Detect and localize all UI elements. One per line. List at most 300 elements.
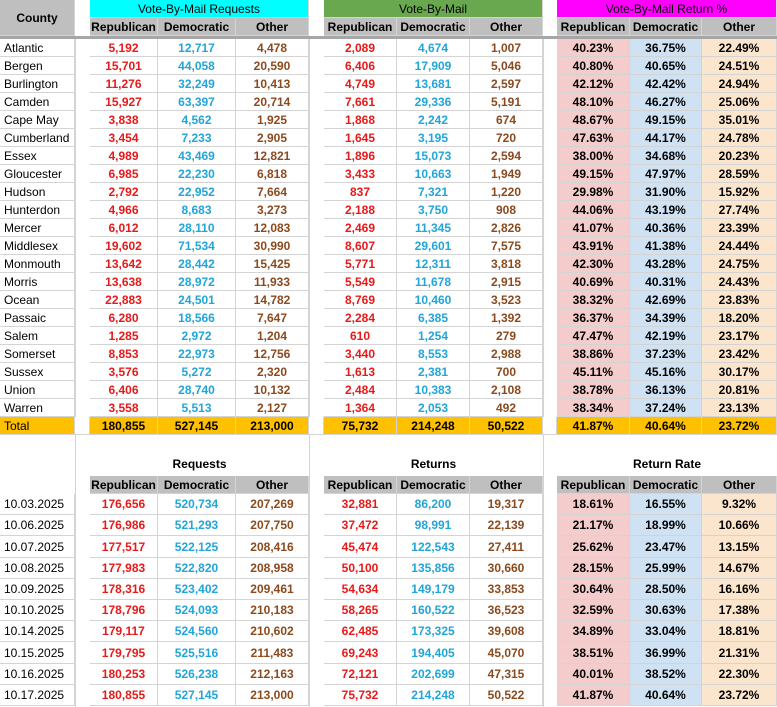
county-name[interactable]: Union	[0, 381, 75, 399]
data-cell[interactable]: 178,796	[90, 600, 158, 621]
data-cell[interactable]: 3,750	[397, 201, 470, 219]
data-cell[interactable]: 523,402	[158, 579, 236, 600]
county-header[interactable]: County	[0, 0, 75, 36]
data-cell[interactable]: 527,145	[158, 685, 236, 706]
data-cell[interactable]: 1,364	[324, 399, 397, 417]
data-cell[interactable]: 12,756	[236, 345, 309, 363]
date-label[interactable]: 10.10.2025	[0, 600, 75, 621]
data-cell[interactable]: 28.59%	[702, 165, 777, 183]
data-cell[interactable]: 12,083	[236, 219, 309, 237]
data-cell[interactable]: 20.23%	[702, 147, 777, 165]
data-cell[interactable]: 524,560	[158, 621, 236, 642]
data-cell[interactable]: 15,425	[236, 255, 309, 273]
data-cell[interactable]: 212,163	[236, 664, 309, 685]
data-cell[interactable]: 24.43%	[702, 273, 777, 291]
group-title[interactable]: Vote-By-Mail Requests	[90, 0, 309, 18]
data-cell[interactable]: 179,117	[90, 621, 158, 642]
data-cell[interactable]: 37,472	[324, 515, 397, 536]
data-cell[interactable]: 10,132	[236, 381, 309, 399]
data-cell[interactable]: 8,553	[397, 345, 470, 363]
data-cell[interactable]: 1,613	[324, 363, 397, 381]
county-name[interactable]: Morris	[0, 273, 75, 291]
data-cell[interactable]: 20.81%	[702, 381, 777, 399]
data-cell[interactable]: 27,411	[470, 536, 543, 558]
data-cell[interactable]: 43.28%	[630, 255, 702, 273]
data-cell[interactable]: 7,647	[236, 309, 309, 327]
data-cell[interactable]: 4,478	[236, 39, 309, 57]
data-cell[interactable]: 177,517	[90, 536, 158, 558]
total-cell[interactable]: 180,855	[90, 417, 158, 435]
data-cell[interactable]: 37.24%	[630, 399, 702, 417]
date-label[interactable]: 10.16.2025	[0, 664, 75, 685]
data-cell[interactable]: 40.23%	[557, 39, 630, 57]
data-cell[interactable]: 6,406	[324, 57, 397, 75]
data-cell[interactable]: 18.99%	[630, 515, 702, 536]
data-cell[interactable]: 10.66%	[702, 515, 777, 536]
data-cell[interactable]: 180,855	[90, 685, 158, 706]
data-cell[interactable]: 209,461	[236, 579, 309, 600]
data-cell[interactable]: 2,284	[324, 309, 397, 327]
data-cell[interactable]: 10,413	[236, 75, 309, 93]
data-cell[interactable]: 15,927	[90, 93, 158, 111]
data-cell[interactable]: 32.59%	[557, 600, 630, 621]
data-cell[interactable]: 4,674	[397, 39, 470, 57]
county-name[interactable]: Hudson	[0, 183, 75, 201]
data-cell[interactable]: 1,254	[397, 327, 470, 345]
column-header[interactable]: Republican	[90, 476, 158, 494]
data-cell[interactable]: 41.07%	[557, 219, 630, 237]
data-cell[interactable]: 2,597	[470, 75, 543, 93]
data-cell[interactable]: 14,782	[236, 291, 309, 309]
data-cell[interactable]: 5,771	[324, 255, 397, 273]
data-cell[interactable]: 20,714	[236, 93, 309, 111]
date-label[interactable]: 10.07.2025	[0, 536, 75, 558]
data-cell[interactable]: 75,732	[324, 685, 397, 706]
column-header[interactable]: Democratic	[630, 476, 702, 494]
data-cell[interactable]: 45,070	[470, 642, 543, 664]
data-cell[interactable]: 28.50%	[630, 579, 702, 600]
data-cell[interactable]: 2,972	[158, 327, 236, 345]
data-cell[interactable]: 54,634	[324, 579, 397, 600]
data-cell[interactable]: 30,990	[236, 237, 309, 255]
data-cell[interactable]: 208,416	[236, 536, 309, 558]
data-cell[interactable]: 30,660	[470, 558, 543, 579]
data-cell[interactable]: 4,966	[90, 201, 158, 219]
data-cell[interactable]: 176,656	[90, 494, 158, 515]
data-cell[interactable]: 40.01%	[557, 664, 630, 685]
total-cell[interactable]: 527,145	[158, 417, 236, 435]
data-cell[interactable]: 47.63%	[557, 129, 630, 147]
data-cell[interactable]: 6,406	[90, 381, 158, 399]
data-cell[interactable]: 3,433	[324, 165, 397, 183]
data-cell[interactable]: 521,293	[158, 515, 236, 536]
data-cell[interactable]: 28,442	[158, 255, 236, 273]
data-cell[interactable]: 36,523	[470, 600, 543, 621]
data-cell[interactable]: 3,818	[470, 255, 543, 273]
data-cell[interactable]: 7,575	[470, 237, 543, 255]
data-cell[interactable]: 13.15%	[702, 536, 777, 558]
data-cell[interactable]: 2,188	[324, 201, 397, 219]
data-cell[interactable]: 19,602	[90, 237, 158, 255]
county-name[interactable]: Passaic	[0, 309, 75, 327]
county-name[interactable]: Mercer	[0, 219, 75, 237]
group-title[interactable]: Vote-By-Mail	[324, 0, 543, 18]
total-cell[interactable]: 214,248	[397, 417, 470, 435]
data-cell[interactable]: 5,191	[470, 93, 543, 111]
data-cell[interactable]: 18.81%	[702, 621, 777, 642]
data-cell[interactable]: 40.80%	[557, 57, 630, 75]
group-title[interactable]: Vote-By-Mail Return %	[557, 0, 777, 18]
data-cell[interactable]: 3,838	[90, 111, 158, 129]
data-cell[interactable]: 610	[324, 327, 397, 345]
data-cell[interactable]: 24,501	[158, 291, 236, 309]
data-cell[interactable]: 524,093	[158, 600, 236, 621]
data-cell[interactable]: 17.38%	[702, 600, 777, 621]
data-cell[interactable]: 22.30%	[702, 664, 777, 685]
data-cell[interactable]: 69,243	[324, 642, 397, 664]
data-cell[interactable]: 160,522	[397, 600, 470, 621]
date-label[interactable]: 10.14.2025	[0, 621, 75, 642]
data-cell[interactable]: 6,012	[90, 219, 158, 237]
county-name[interactable]: Atlantic	[0, 39, 75, 57]
data-cell[interactable]: 40.36%	[630, 219, 702, 237]
date-label[interactable]: 10.15.2025	[0, 642, 75, 664]
data-cell[interactable]: 720	[470, 129, 543, 147]
date-label[interactable]: 10.08.2025	[0, 558, 75, 579]
data-cell[interactable]: 18,566	[158, 309, 236, 327]
data-cell[interactable]: 40.69%	[557, 273, 630, 291]
data-cell[interactable]: 23.47%	[630, 536, 702, 558]
data-cell[interactable]: 23.17%	[702, 327, 777, 345]
data-cell[interactable]: 32,249	[158, 75, 236, 93]
data-cell[interactable]: 1,949	[470, 165, 543, 183]
data-cell[interactable]: 22,952	[158, 183, 236, 201]
column-header[interactable]: Democratic	[630, 18, 702, 36]
data-cell[interactable]: 27.74%	[702, 201, 777, 219]
column-header[interactable]: Democratic	[397, 476, 470, 494]
data-cell[interactable]: 15,073	[397, 147, 470, 165]
column-header[interactable]: Democratic	[158, 476, 236, 494]
data-cell[interactable]: 23.83%	[702, 291, 777, 309]
county-name[interactable]: Cumberland	[0, 129, 75, 147]
data-cell[interactable]: 38.34%	[557, 399, 630, 417]
data-cell[interactable]: 194,405	[397, 642, 470, 664]
data-cell[interactable]: 202,699	[397, 664, 470, 685]
data-cell[interactable]: 207,750	[236, 515, 309, 536]
data-cell[interactable]: 33,853	[470, 579, 543, 600]
data-cell[interactable]: 6,385	[397, 309, 470, 327]
data-cell[interactable]: 149,179	[397, 579, 470, 600]
data-cell[interactable]: 15.92%	[702, 183, 777, 201]
data-cell[interactable]: 38.32%	[557, 291, 630, 309]
data-cell[interactable]: 20,590	[236, 57, 309, 75]
data-cell[interactable]: 2,905	[236, 129, 309, 147]
column-header[interactable]: Republican	[324, 476, 397, 494]
data-cell[interactable]: 30.17%	[702, 363, 777, 381]
total-cell[interactable]: 23.72%	[702, 417, 777, 435]
data-cell[interactable]: 700	[470, 363, 543, 381]
data-cell[interactable]: 32,881	[324, 494, 397, 515]
data-cell[interactable]: 48.67%	[557, 111, 630, 129]
data-cell[interactable]: 45.11%	[557, 363, 630, 381]
data-cell[interactable]: 16.16%	[702, 579, 777, 600]
data-cell[interactable]: 525,516	[158, 642, 236, 664]
data-cell[interactable]: 2,826	[470, 219, 543, 237]
data-cell[interactable]: 29.98%	[557, 183, 630, 201]
data-cell[interactable]: 36.99%	[630, 642, 702, 664]
data-cell[interactable]: 50,522	[470, 685, 543, 706]
data-cell[interactable]: 41.38%	[630, 237, 702, 255]
data-cell[interactable]: 24.94%	[702, 75, 777, 93]
data-cell[interactable]: 18.20%	[702, 309, 777, 327]
data-cell[interactable]: 28,740	[158, 381, 236, 399]
data-cell[interactable]: 7,664	[236, 183, 309, 201]
data-cell[interactable]: 28,972	[158, 273, 236, 291]
data-cell[interactable]: 2,320	[236, 363, 309, 381]
data-cell[interactable]: 2,053	[397, 399, 470, 417]
data-cell[interactable]: 210,602	[236, 621, 309, 642]
data-cell[interactable]: 1,925	[236, 111, 309, 129]
data-cell[interactable]: 23.39%	[702, 219, 777, 237]
data-cell[interactable]: 135,856	[397, 558, 470, 579]
data-cell[interactable]: 177,983	[90, 558, 158, 579]
data-cell[interactable]: 35.01%	[702, 111, 777, 129]
data-cell[interactable]: 2,108	[470, 381, 543, 399]
data-cell[interactable]: 72,121	[324, 664, 397, 685]
data-cell[interactable]: 24.44%	[702, 237, 777, 255]
column-header[interactable]: Republican	[557, 18, 630, 36]
data-cell[interactable]: 13,642	[90, 255, 158, 273]
data-cell[interactable]: 43.19%	[630, 201, 702, 219]
data-cell[interactable]: 25.06%	[702, 93, 777, 111]
column-header[interactable]: Other	[702, 476, 777, 494]
data-cell[interactable]: 46.27%	[630, 93, 702, 111]
data-cell[interactable]: 24.75%	[702, 255, 777, 273]
data-cell[interactable]: 43,469	[158, 147, 236, 165]
data-cell[interactable]: 25.99%	[630, 558, 702, 579]
data-cell[interactable]: 50,100	[324, 558, 397, 579]
total-cell[interactable]: 75,732	[324, 417, 397, 435]
data-cell[interactable]: 2,242	[397, 111, 470, 129]
data-cell[interactable]: 492	[470, 399, 543, 417]
data-cell[interactable]: 6,818	[236, 165, 309, 183]
data-cell[interactable]: 18.61%	[557, 494, 630, 515]
county-name[interactable]: Ocean	[0, 291, 75, 309]
data-cell[interactable]: 44.17%	[630, 129, 702, 147]
county-name[interactable]: Gloucester	[0, 165, 75, 183]
column-header[interactable]: Republican	[557, 476, 630, 494]
data-cell[interactable]: 39,608	[470, 621, 543, 642]
data-cell[interactable]: 520,734	[158, 494, 236, 515]
data-cell[interactable]: 42.69%	[630, 291, 702, 309]
data-cell[interactable]: 8,607	[324, 237, 397, 255]
data-cell[interactable]: 178,316	[90, 579, 158, 600]
data-cell[interactable]: 38.00%	[557, 147, 630, 165]
county-name[interactable]: Warren	[0, 399, 75, 417]
data-cell[interactable]: 122,543	[397, 536, 470, 558]
data-cell[interactable]: 30.64%	[557, 579, 630, 600]
data-cell[interactable]: 29,601	[397, 237, 470, 255]
data-cell[interactable]: 2,381	[397, 363, 470, 381]
column-header[interactable]: Democratic	[158, 18, 236, 36]
data-cell[interactable]: 86,200	[397, 494, 470, 515]
county-name[interactable]: Burlington	[0, 75, 75, 93]
data-cell[interactable]: 23.13%	[702, 399, 777, 417]
data-cell[interactable]: 7,661	[324, 93, 397, 111]
data-cell[interactable]: 12,821	[236, 147, 309, 165]
data-cell[interactable]: 58,265	[324, 600, 397, 621]
data-cell[interactable]: 526,238	[158, 664, 236, 685]
county-name[interactable]: Sussex	[0, 363, 75, 381]
data-cell[interactable]: 48.10%	[557, 93, 630, 111]
data-cell[interactable]: 44,058	[158, 57, 236, 75]
data-cell[interactable]: 12,717	[158, 39, 236, 57]
data-cell[interactable]: 213,000	[236, 685, 309, 706]
data-cell[interactable]: 210,183	[236, 600, 309, 621]
data-cell[interactable]: 45.16%	[630, 363, 702, 381]
data-cell[interactable]: 71,534	[158, 237, 236, 255]
data-cell[interactable]: 14.67%	[702, 558, 777, 579]
county-name[interactable]: Middlesex	[0, 237, 75, 255]
data-cell[interactable]: 180,253	[90, 664, 158, 685]
data-cell[interactable]: 22,973	[158, 345, 236, 363]
data-cell[interactable]: 23.72%	[702, 685, 777, 706]
data-cell[interactable]: 674	[470, 111, 543, 129]
data-cell[interactable]: 36.37%	[557, 309, 630, 327]
date-label[interactable]: 10.17.2025	[0, 685, 75, 706]
data-cell[interactable]: 173,325	[397, 621, 470, 642]
data-cell[interactable]: 36.75%	[630, 39, 702, 57]
data-cell[interactable]: 522,125	[158, 536, 236, 558]
data-cell[interactable]: 22,230	[158, 165, 236, 183]
data-cell[interactable]: 43.91%	[557, 237, 630, 255]
column-header[interactable]: Republican	[324, 18, 397, 36]
data-cell[interactable]: 22,883	[90, 291, 158, 309]
county-name[interactable]: Salem	[0, 327, 75, 345]
total-cell[interactable]: 41.87%	[557, 417, 630, 435]
total-cell[interactable]: 213,000	[236, 417, 309, 435]
data-cell[interactable]: 36.13%	[630, 381, 702, 399]
data-cell[interactable]: 3,523	[470, 291, 543, 309]
data-cell[interactable]: 42.19%	[630, 327, 702, 345]
data-cell[interactable]: 37.23%	[630, 345, 702, 363]
data-cell[interactable]: 3,195	[397, 129, 470, 147]
data-cell[interactable]: 47.97%	[630, 165, 702, 183]
data-cell[interactable]: 11,678	[397, 273, 470, 291]
data-cell[interactable]: 2,594	[470, 147, 543, 165]
data-cell[interactable]: 17,909	[397, 57, 470, 75]
data-cell[interactable]: 1,220	[470, 183, 543, 201]
data-cell[interactable]: 3,558	[90, 399, 158, 417]
column-header[interactable]: Democratic	[397, 18, 470, 36]
data-cell[interactable]: 207,269	[236, 494, 309, 515]
data-cell[interactable]: 2,469	[324, 219, 397, 237]
data-cell[interactable]: 10,663	[397, 165, 470, 183]
data-cell[interactable]: 2,915	[470, 273, 543, 291]
data-cell[interactable]: 6,280	[90, 309, 158, 327]
data-cell[interactable]: 1,204	[236, 327, 309, 345]
county-name[interactable]: Camden	[0, 93, 75, 111]
data-cell[interactable]: 47,315	[470, 664, 543, 685]
column-header[interactable]: Other	[236, 476, 309, 494]
data-cell[interactable]: 44.06%	[557, 201, 630, 219]
data-cell[interactable]: 1,868	[324, 111, 397, 129]
data-cell[interactable]: 24.78%	[702, 129, 777, 147]
data-cell[interactable]: 8,769	[324, 291, 397, 309]
data-cell[interactable]: 522,820	[158, 558, 236, 579]
data-cell[interactable]: 25.62%	[557, 536, 630, 558]
data-cell[interactable]: 42.12%	[557, 75, 630, 93]
data-cell[interactable]: 10,383	[397, 381, 470, 399]
data-cell[interactable]: 10,460	[397, 291, 470, 309]
data-cell[interactable]: 22.49%	[702, 39, 777, 57]
data-cell[interactable]: 5,046	[470, 57, 543, 75]
data-cell[interactable]: 5,513	[158, 399, 236, 417]
county-name[interactable]: Somerset	[0, 345, 75, 363]
date-label[interactable]: 10.09.2025	[0, 579, 75, 600]
data-cell[interactable]: 41.87%	[557, 685, 630, 706]
data-cell[interactable]: 1,645	[324, 129, 397, 147]
data-cell[interactable]: 211,483	[236, 642, 309, 664]
data-cell[interactable]: 8,683	[158, 201, 236, 219]
column-header[interactable]: Other	[470, 18, 543, 36]
data-cell[interactable]: 42.30%	[557, 255, 630, 273]
data-cell[interactable]: 179,795	[90, 642, 158, 664]
data-cell[interactable]: 2,792	[90, 183, 158, 201]
data-cell[interactable]: 2,988	[470, 345, 543, 363]
data-cell[interactable]: 11,933	[236, 273, 309, 291]
data-cell[interactable]: 8,853	[90, 345, 158, 363]
data-cell[interactable]: 29,336	[397, 93, 470, 111]
data-cell[interactable]: 11,345	[397, 219, 470, 237]
data-cell[interactable]: 12,311	[397, 255, 470, 273]
data-cell[interactable]: 5,549	[324, 273, 397, 291]
data-cell[interactable]: 7,233	[158, 129, 236, 147]
county-name[interactable]: Hunterdon	[0, 201, 75, 219]
data-cell[interactable]: 5,192	[90, 39, 158, 57]
data-cell[interactable]: 21.17%	[557, 515, 630, 536]
data-cell[interactable]: 24.51%	[702, 57, 777, 75]
data-cell[interactable]: 1,007	[470, 39, 543, 57]
data-cell[interactable]: 2,484	[324, 381, 397, 399]
data-cell[interactable]: 1,896	[324, 147, 397, 165]
data-cell[interactable]: 30.63%	[630, 600, 702, 621]
county-name[interactable]: Monmouth	[0, 255, 75, 273]
data-cell[interactable]: 19,317	[470, 494, 543, 515]
data-cell[interactable]: 214,248	[397, 685, 470, 706]
data-cell[interactable]: 208,958	[236, 558, 309, 579]
column-header[interactable]: Republican	[90, 18, 158, 36]
data-cell[interactable]: 63,397	[158, 93, 236, 111]
data-cell[interactable]: 45,474	[324, 536, 397, 558]
data-cell[interactable]: 34.39%	[630, 309, 702, 327]
data-cell[interactable]: 38.52%	[630, 664, 702, 685]
data-cell[interactable]: 5,272	[158, 363, 236, 381]
data-cell[interactable]: 4,562	[158, 111, 236, 129]
data-cell[interactable]: 3,576	[90, 363, 158, 381]
data-cell[interactable]: 9.32%	[702, 494, 777, 515]
data-cell[interactable]: 34.68%	[630, 147, 702, 165]
data-cell[interactable]: 1,392	[470, 309, 543, 327]
data-cell[interactable]: 837	[324, 183, 397, 201]
data-cell[interactable]: 49.15%	[630, 111, 702, 129]
county-name[interactable]: Cape May	[0, 111, 75, 129]
data-cell[interactable]: 40.65%	[630, 57, 702, 75]
data-cell[interactable]: 28.15%	[557, 558, 630, 579]
date-label[interactable]: 10.03.2025	[0, 494, 75, 515]
data-cell[interactable]: 21.31%	[702, 642, 777, 664]
data-cell[interactable]: 13,681	[397, 75, 470, 93]
